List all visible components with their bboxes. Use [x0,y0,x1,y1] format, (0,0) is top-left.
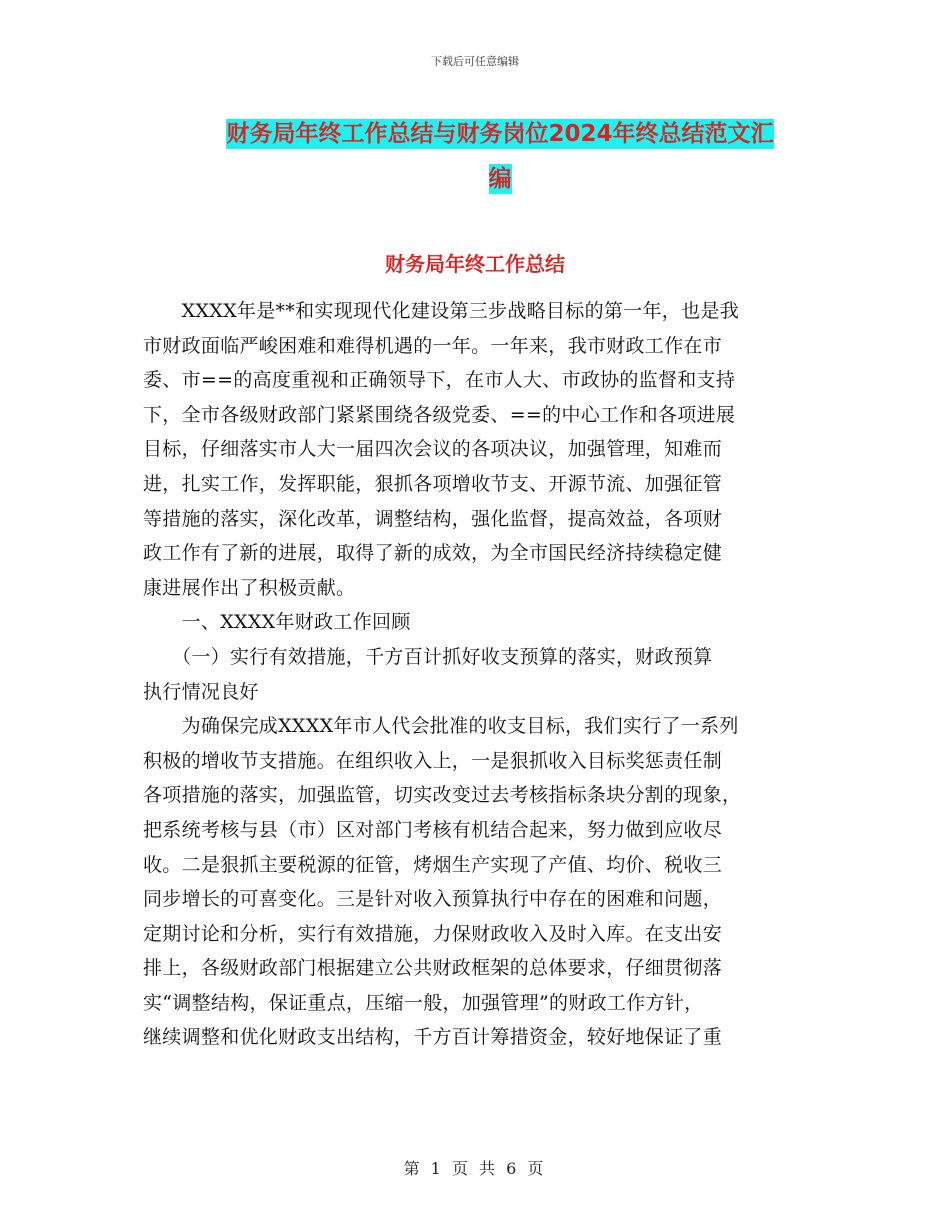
text-line: XXXX年是**和实现现代化建设第三步战略目标的第一年，也是我 [143,300,740,322]
text-line: 一、XXXX年财政工作回顾 [143,611,411,634]
text-line: 各项措施的落实，加强监管，切实改变过去考核指标条块分割的现象， [143,784,742,807]
text-line: 目标，仔细落实市人大一届四次会议的各项决议，加强管理，知难而 [143,438,723,461]
text-line: 进，扎实工作，发挥职能，狠抓各项增收节支、开源节流、加强征管 [143,472,723,495]
text-line: 委、市==的高度重视和正确领导下，在市人大、市政协的监督和支持 [143,369,736,392]
text-line: 继续调整和优化财政支出结构，千方百计筹措资金，较好地保证了重 [143,1026,723,1049]
document-title [150,112,850,202]
text-line: 把系统考核与县（市）区对部门考核有机结合起来，努力做到应收尽 [143,818,723,841]
text-line: 市财政面临严峻困难和难得机遇的一年。一年来，我市财政工作在市 [143,334,723,357]
page-header: 下载后可任意编辑 [431,55,519,68]
text-line: 康进展作出了积极贡献。 [143,576,356,599]
text-line: 为确保完成XXXX年市人代会批准的收支目标，我们实行了一系列 [143,715,739,738]
text-line: 定期讨论和分析，实行有效措施，力保财政收入及时入库。在支出安 [143,922,723,945]
document-title-line-1: 财务局年终工作总结与财务岗位2024年终总结范文汇 [226,121,774,147]
text-line: 实“调整结构，保证重点，压缩一般，加强管理”的财政工作方针， [143,991,704,1014]
document-title-line-2: 编 [488,166,512,192]
text-line: 政工作有了新的进展，取得了新的成效，为全市国民经济持续稳定健 [143,542,723,565]
text-line: 下，全市各级财政部门紧紧围绕各级党委、==的中心工作和各项进展 [143,403,736,426]
text-line: 同步增长的可喜变化。三是针对收入预算执行中存在的困难和问题， [143,888,723,911]
text-line: 执行情况良好 [143,680,259,703]
page-footer: 第 1 页 共 6 页 [403,1159,547,1178]
text-line: 等措施的落实，深化改革，调整结构，强化监督，提高效益，各项财 [143,507,723,530]
text-line: 积极的增收节支措施。在组织收入上，一是狠抓收入目标奖惩责任制 [143,749,723,772]
section-title: 财务局年终工作总结 [385,252,565,276]
text-line: 排上，各级财政部门根据建立公共财政框架的总体要求，仔细贯彻落 [143,957,723,980]
text-line: 收。二是狠抓主要税源的征管，烤烟生产实现了产值、均价、税收三 [143,853,723,876]
text-line: （一）实行有效措施，千方百计抓好收支预算的落实，财政预算 [143,645,713,668]
body-text [143,294,805,1055]
